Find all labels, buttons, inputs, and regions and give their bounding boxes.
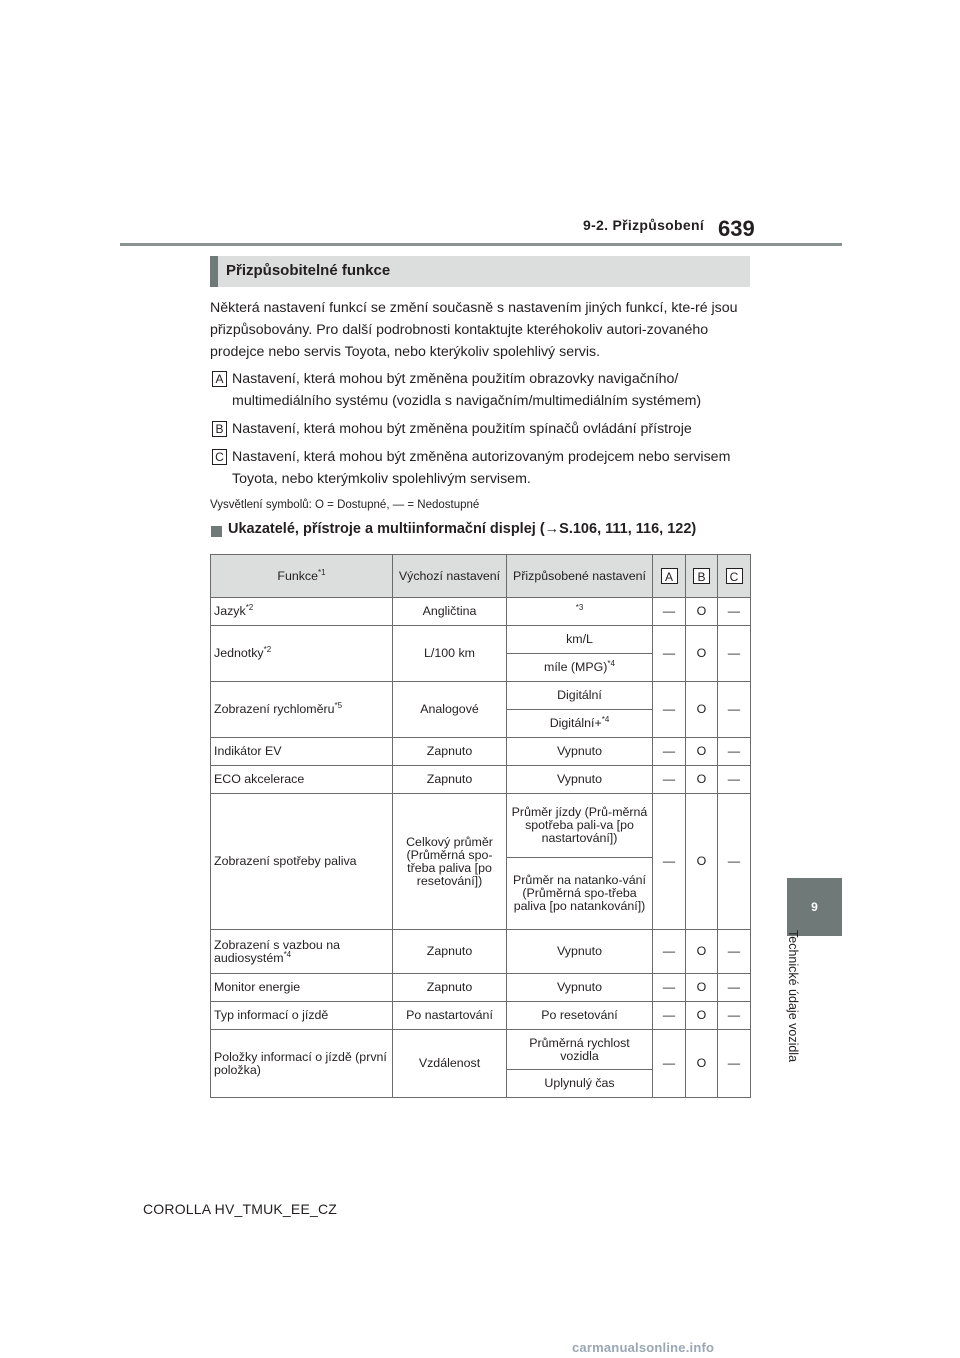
subsection-square-icon	[211, 526, 222, 537]
header-rule	[120, 243, 842, 246]
header-custom: Přizpůsobené nastavení	[507, 555, 653, 598]
cell-c: —	[718, 626, 751, 682]
cell-custom: míle (MPG)$^{*4}$	[507, 654, 653, 682]
table-row	[211, 766, 751, 794]
table-row	[211, 930, 751, 974]
cell-custom: Po resetování	[507, 1002, 653, 1030]
intro-paragraph: Některá nastavení funkcí se změní současně s nastavením jiných funkcí, kte-ré jsou přizpůsobovány. Pro další podrobnosti kontaktujte kteréhokoliv autori-zovaného prodejce nebo servis Toyota, nebo kterýkoliv spolehlivý servis.	[210, 300, 738, 360]
cell-custom: Vypnuto	[507, 766, 653, 794]
cell-function: Zobrazení s vazbou na audiosystém$^{*4}$	[211, 930, 393, 974]
cell-custom: Vypnuto	[507, 738, 653, 766]
label-text-c: Nastavení, která mohou být změněna autorizovaným prodejcem nebo servisem Toyota, nebo kterýmkoliv spolehlivým servisem.	[232, 449, 731, 487]
cell-function: ECO akcelerace	[211, 766, 393, 794]
table-header-row	[211, 555, 751, 598]
cell-function-sup: *2	[263, 644, 272, 654]
cell-a: —	[653, 1030, 686, 1098]
cell-a: —	[653, 1002, 686, 1030]
cell-custom: Vypnuto	[507, 974, 653, 1002]
cell-b: O	[686, 766, 718, 794]
cell-a: —	[653, 930, 686, 974]
cell-custom-sup: *4	[601, 714, 610, 724]
header-a-box: A	[661, 568, 678, 584]
customization-table	[210, 554, 751, 1098]
cell-custom: km/L	[507, 626, 653, 654]
table-body	[211, 598, 751, 1098]
footer-code: COROLLA HV_TMUK_EE_CZ	[143, 1201, 338, 1217]
cell-b: O	[686, 682, 718, 738]
header-b	[686, 555, 718, 598]
cell-function: Monitor energie	[211, 974, 393, 1002]
cell-default: Zapnuto	[393, 738, 507, 766]
cell-b: O	[686, 1002, 718, 1030]
cell-c: —	[718, 794, 751, 930]
cell-custom: Uplynulý čas	[507, 1070, 653, 1098]
cell-custom	[507, 598, 653, 626]
arrow-icon: →	[544, 521, 560, 537]
cell-c: —	[718, 682, 751, 738]
cell-custom: Průměr na natanko-vání (Průměrná spo-třeba paliva [po natankování])	[507, 858, 653, 930]
cell-custom-sup: *3	[575, 602, 584, 612]
chapter-tab	[787, 878, 842, 936]
cell-b: O	[686, 738, 718, 766]
cell-default: L/100 km	[393, 626, 507, 682]
cell-default: Zapnuto	[393, 974, 507, 1002]
cell-default: Angličtina	[393, 598, 507, 626]
cell-c: —	[718, 974, 751, 1002]
cell-a: —	[653, 738, 686, 766]
cell-default: Zapnuto	[393, 766, 507, 794]
cell-function: Zobrazení rychloměru$^{*5}$	[211, 682, 393, 738]
cell-default: Analogové	[393, 682, 507, 738]
cell-b: O	[686, 598, 718, 626]
cell-function: Zobrazení spotřeby paliva	[211, 794, 393, 930]
cell-c: —	[718, 930, 751, 974]
table-row	[211, 598, 751, 626]
table-row	[211, 974, 751, 1002]
cell-a: —	[653, 626, 686, 682]
cell-a: —	[653, 598, 686, 626]
cell-b: O	[686, 1030, 718, 1098]
cell-a: —	[653, 974, 686, 1002]
subsection-refs: S.106, 111, 116, 122)	[559, 521, 697, 537]
table-row	[211, 1030, 751, 1070]
cell-default: Vzdálenost	[393, 1030, 507, 1098]
symbol-legend: Vysvětlení symbolů: O = Dostupné, — = Nedostupné	[210, 499, 480, 511]
cell-b: O	[686, 626, 718, 682]
table-row	[211, 738, 751, 766]
cell-b: O	[686, 794, 718, 930]
cell-c: —	[718, 598, 751, 626]
header-b-box: B	[693, 568, 710, 584]
section-title: Přizpůsobitelné funkce	[226, 262, 391, 279]
cell-custom: Průměrná rychlost vozidla	[507, 1030, 653, 1070]
cell-a: —	[653, 794, 686, 930]
header-function: Funkce$^{*1}$	[211, 555, 393, 598]
table-row	[211, 626, 751, 654]
label-box-a: A	[212, 371, 227, 387]
watermark: carmanualsonline.info	[572, 1340, 715, 1355]
header-function-sup: *1	[318, 567, 326, 577]
section-title-bar	[210, 256, 218, 287]
cell-default: Celkový průměr (Průměrná spo-třeba paliva [po resetování])	[393, 794, 507, 930]
cell-function: Jednotky$^{*2}$	[211, 626, 393, 682]
subsection-title	[228, 521, 696, 537]
cell-function-sup: *2	[245, 602, 254, 612]
label-text-a: Nastavení, která mohou být změněna použitím obrazovky navigačního/ multimediálního systému (vozidla s navigačním/multimediálním systémem)	[232, 371, 702, 409]
cell-function: Jazyk$^{*2}$	[211, 598, 393, 626]
subsection-title-text: Ukazatelé, přístroje a multiinformační displej (	[228, 521, 545, 537]
cell-function-sup: *5	[334, 700, 343, 710]
label-box-b: B	[212, 421, 227, 437]
cell-b: O	[686, 930, 718, 974]
label-text-b: Nastavení, která mohou být změněna použitím spínačů ovládání přístroje	[232, 421, 692, 437]
page-number: 639	[718, 216, 755, 241]
cell-a: —	[653, 682, 686, 738]
cell-default: Po nastartování	[393, 1002, 507, 1030]
cell-custom: Vypnuto	[507, 930, 653, 974]
cell-c: —	[718, 766, 751, 794]
label-box-c: C	[212, 449, 227, 465]
cell-function-sup: *4	[283, 949, 292, 959]
cell-c: —	[718, 1030, 751, 1098]
table-row	[211, 1002, 751, 1030]
cell-default: Zapnuto	[393, 930, 507, 974]
table-row	[211, 682, 751, 710]
cell-b: O	[686, 974, 718, 1002]
cell-c: —	[718, 738, 751, 766]
cell-function: Položky informací o jízdě (první položka)	[211, 1030, 393, 1098]
chapter-number: 9	[811, 900, 818, 914]
header-c	[718, 555, 751, 598]
header-a	[653, 555, 686, 598]
chapter-label	[778, 930, 808, 1120]
cell-function: Indikátor EV	[211, 738, 393, 766]
cell-custom-sup: *4	[607, 658, 615, 668]
cell-function: Typ informací o jízdě	[211, 1002, 393, 1030]
header-default: Výchozí nastavení	[393, 555, 507, 598]
header-c-box: C	[726, 568, 743, 584]
chapter-label-text: Technické údaje vozidla	[786, 930, 800, 1063]
cell-c: —	[718, 1002, 751, 1030]
section-header: 9-2. Přizpůsobení	[583, 217, 705, 233]
cell-custom: Digitální+$^{*4}$	[507, 710, 653, 738]
table-row	[211, 794, 751, 858]
cell-custom: Digitální	[507, 682, 653, 710]
cell-custom: Průměr jízdy (Prů-měrná spotřeba pali-va [po nastartování])	[507, 794, 653, 858]
cell-a: —	[653, 766, 686, 794]
